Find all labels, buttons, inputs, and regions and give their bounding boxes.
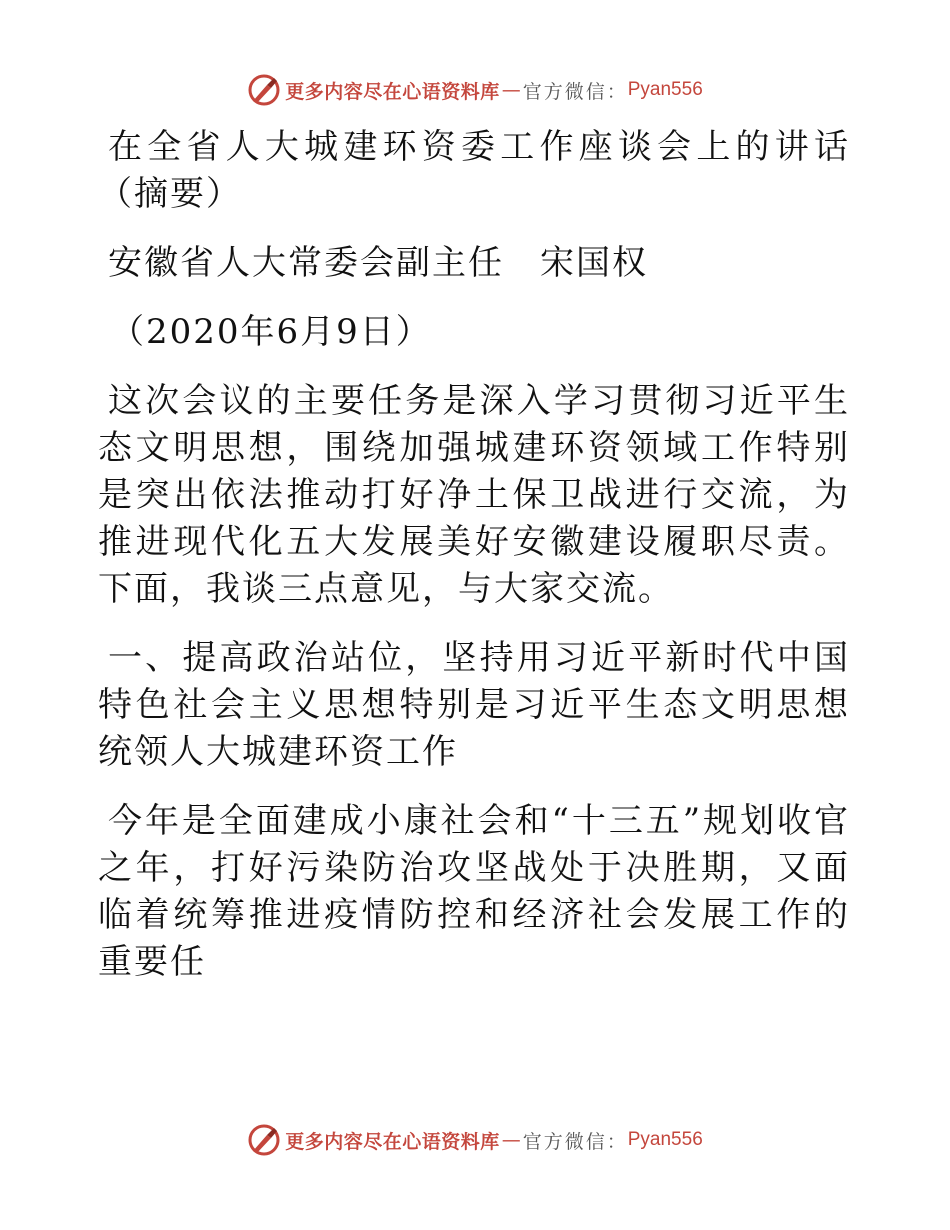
document-author: 安徽省人大常委会副主任 宋国权 <box>108 243 648 283</box>
watermark-label: 官方微信： <box>522 1130 628 1153</box>
paragraph-3: 今年是全面建成小康社会和“十三五”规划收官之年，打好污染防治攻坚战处于决胜期，又面临着统筹推进疫情防控和经济社会发展工作的重要任 <box>98 801 850 982</box>
pen-logo-icon <box>247 73 281 107</box>
watermark-dash: — <box>501 79 521 101</box>
watermark-id: Pyan556 <box>627 79 703 100</box>
watermark-label: 官方微信： <box>522 80 628 103</box>
paragraph-1: 这次会议的主要任务是深入学习贯彻习近平生态文明思想，围绕加强城建环资领域工作特别是突出依法推动打好净土保卫战进行交流，为推进现代化五大发展美好安徽建设履职尽责。下面，我谈三点意见，与大家交流。 <box>98 381 850 609</box>
watermark-text: 更多内容尽在心语资料库 <box>285 1130 500 1153</box>
watermark-id: Pyan556 <box>627 1129 703 1150</box>
header-watermark <box>0 70 950 110</box>
watermark-text: 更多内容尽在心语资料库 <box>285 80 500 103</box>
footer-watermark <box>0 1120 950 1160</box>
document-title: 在全省人大城建环资委工作座谈会上的讲话（摘要） <box>98 127 850 214</box>
pen-logo-icon <box>247 1123 281 1157</box>
paragraph-2: 一、提高政治站位，坚持用习近平新时代中国特色社会主义思想特别是习近平生态文明思想统领人大城建环资工作 <box>98 638 850 772</box>
watermark-dash: — <box>501 1129 521 1151</box>
document-body <box>98 124 850 1008</box>
document-date: （2020年6月9日） <box>110 312 432 352</box>
